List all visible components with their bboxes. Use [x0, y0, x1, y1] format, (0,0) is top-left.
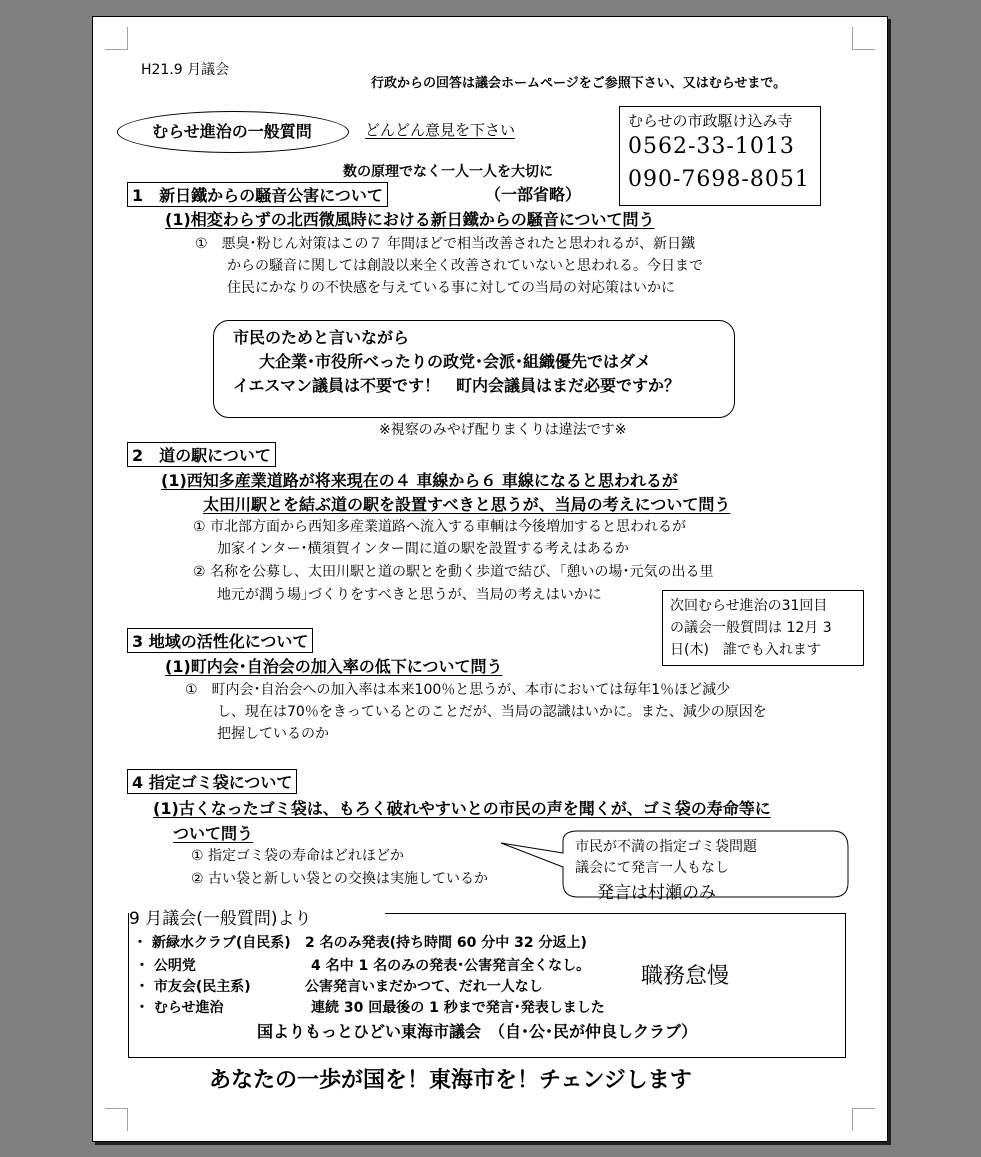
summary-top-rule	[385, 913, 845, 914]
section-1-line-3: 住民にかなりの不快感を与えている事に対しての当局の対応策はいかに	[227, 280, 675, 296]
motto: 数の原理でなく一人一人を大切に	[343, 164, 553, 180]
speech-line-3: 発言は村瀬のみ	[597, 883, 716, 903]
section-4-line-2: ② 古い袋と新しい袋との交換は実施しているか	[191, 871, 488, 887]
section-2-question-b: 太田川駅とを結ぶ道の駅を設置すべきと思うが、当局の考えについて問う	[203, 495, 731, 514]
contact-phone-1: 0562-33-1013	[628, 134, 795, 159]
section-1-heading: 1 新日鐵からの騒音公害について	[127, 182, 388, 207]
section-4-heading: 4 指定ゴミ袋について	[127, 769, 297, 794]
contact-phone-2: 090-7698-8051	[628, 167, 810, 192]
summary-row-2-party: ・ 公明党	[135, 958, 196, 974]
section-4-question-b: ついて問う	[173, 824, 254, 843]
gift-note: ※視察のみやげ配りまくりは違法です※	[379, 422, 627, 438]
section-2-line-3: ② 名称を公募し、太田川駅と道の駅とを動く歩道で結び、｢憩いの場･元気の出る里	[193, 564, 714, 580]
section-1-note: （一部省略）	[485, 185, 582, 204]
section-2-line-1: ① 市北部方面から西知多産業道路へ流入する車輌は今後増加すると思われるが	[193, 519, 686, 535]
section-1-question: (1)相変わらずの北西微風時における新日鐵からの騒音について問う	[165, 210, 655, 229]
summary-closing: 国よりもっとひどい東海市議会 （自･公･民が仲良しクラブ）	[257, 1022, 698, 1041]
summary-row-4-party: ・ むらせ進治	[135, 1000, 224, 1016]
speech-line-2: 議会にて発言一人もなし	[575, 860, 729, 876]
summary-row-3-detail: 公害発言いまだかつて、だれ一人なし	[305, 979, 543, 995]
next-meeting-line-1: 次回むらせ進治の31回目	[670, 598, 828, 614]
callout-line-2: 大企業･市役所べったりの政党･会派･組織優先ではダメ	[259, 352, 652, 371]
crop-mark-bottom-left	[105, 1108, 128, 1131]
crop-mark-top-left	[105, 27, 128, 50]
summary-row-1-party: ・ 新緑水クラブ(自民系)	[133, 935, 291, 951]
callout-line-1: 市民のためと言いながら	[233, 328, 410, 347]
summary-title: 9 月議会(一般質問)より	[129, 904, 317, 929]
footer-slogan: あなたの一歩が国を！東海市を！チェンジします	[209, 1067, 692, 1093]
meeting-date: H21.9 月議会	[141, 62, 230, 78]
summary-row-2-detail: 4 名中 1 名のみの発表･公害発言全くなし。	[311, 958, 591, 974]
section-2-line-2: 加家インター･横須賀インター間に道の駅を設置する考えはあるか	[217, 541, 629, 557]
summary-row-1-detail: 2 名のみ発表(持ち時間 60 分中 32 分返上)	[305, 935, 587, 951]
section-2-question-a: (1)西知多産業道路が将来現在の４ 車線から６ 車線になると思われるが	[161, 471, 678, 490]
crop-mark-top-right	[852, 27, 875, 50]
section-1-line-1: ① 悪臭･粉じん対策はこの７ 年間ほどで相当改善されたと思われるが、新日鐵	[195, 236, 695, 252]
next-meeting-line-2: の議会一般質問は 12月 3	[670, 620, 832, 636]
speech-line-1: 市民が不満の指定ゴミ袋問題	[575, 839, 757, 855]
section-4-line-1: ① 指定ゴミ袋の寿命はどれほどか	[191, 848, 405, 864]
section-3-line-1: ① 町内会･自治会への加入率は本来100％と思うが、本市においては毎年1％ほど減少	[185, 682, 731, 698]
section-1-line-2: からの騒音に関しては創設以来全く改善されていないと思われる。今日まで	[227, 258, 703, 274]
section-3-line-2: し、現在は70％をきっているとのことだが、当局の認識はいかに。また、減少の原因を	[217, 704, 767, 720]
section-4-question-a: (1)古くなったゴミ袋は、もろく破れやすいとの市民の声を聞くが、ゴミ袋の寿命等に	[153, 799, 771, 818]
page-title: むらせ進治の一般質問	[152, 122, 312, 141]
document-page	[92, 16, 888, 1142]
summary-stamp: 職務怠慢	[641, 964, 730, 989]
section-3-question: (1)町内会･自治会の加入率の低下について問う	[165, 657, 503, 676]
invite-text: どんどん意見を下さい	[365, 121, 516, 139]
next-meeting-line-3: 日(木) 誰でも入れます	[670, 642, 821, 658]
section-2-line-4: 地元が潤う場｣づくりをすべきと思うが、当局の考えはいかに	[217, 587, 602, 603]
header-notice: 行政からの回答は議会ホームページをご参照下さい、又はむらせまで。	[371, 76, 787, 91]
section-3-heading: 3 地域の活性化について	[127, 628, 313, 653]
summary-row-4-detail: 連続 30 回最後の 1 秒まで発言･発表しました	[311, 1000, 605, 1016]
section-3-line-3: 把握しているのか	[217, 726, 329, 742]
next-meeting-box	[662, 590, 864, 666]
summary-row-3-party: ・ 市友会(民主系)	[135, 979, 251, 995]
contact-label: むらせの市政駆け込み寺	[628, 112, 793, 130]
section-2-heading: 2 道の駅について	[127, 442, 276, 467]
callout-line-3: イエスマン議員は不要です！ 町内会議員はまだ必要ですか？	[233, 376, 681, 395]
crop-mark-bottom-right	[852, 1108, 875, 1131]
contact-box	[619, 106, 821, 206]
